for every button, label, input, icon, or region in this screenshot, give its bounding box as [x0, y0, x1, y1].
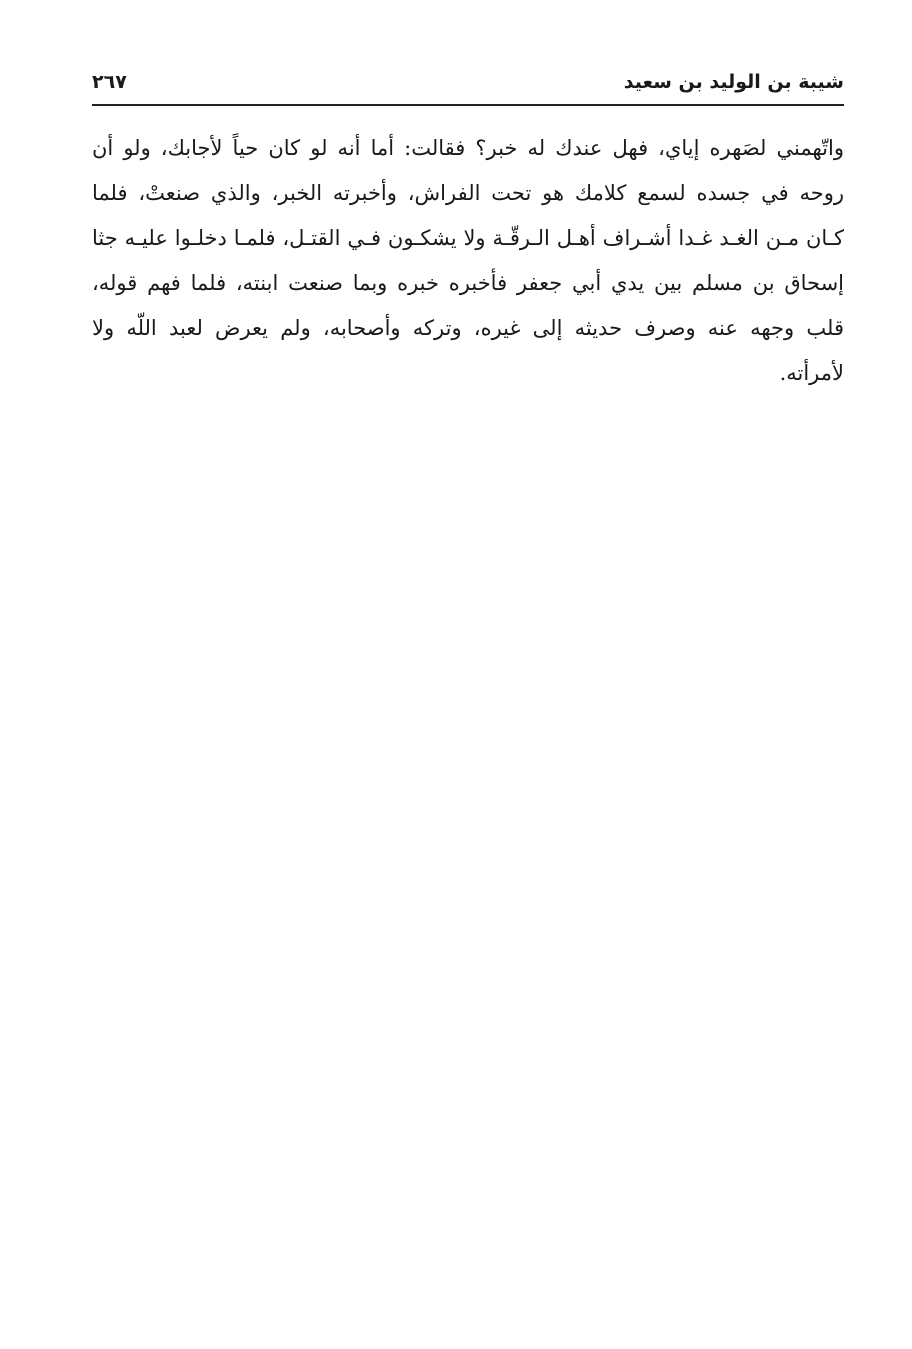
- text-line: كـان مـن الغـد غـدا أشـراف أهـل الـرقّـة ولا يشكـون فـي القتـل، فلمـا دخلـوا عليـه جثا: [92, 226, 844, 250]
- page-header: [92, 66, 844, 100]
- header-rule: [92, 104, 844, 106]
- text-line: لأمرأته.: [779, 361, 844, 385]
- text-line: إسحاق بن مسلم بين يدي أبي جعفر فأخبره خبره وبما صنعت ابنته، فلما فهم قوله،: [92, 271, 844, 295]
- text-line: واتّهمني لصَهره إياي، فهل عندك له خبر؟ فقالت: أما أنه لو كان حياً لأجابك، ولو أن: [92, 136, 844, 160]
- page-number: ٢٦٧: [92, 71, 127, 93]
- text-line: روحه في جسده لسمع كلامك هو تحت الفراش، وأخبرته الخبر، والذي صنعتْ، فلما: [92, 181, 844, 205]
- running-title: شيبة بن الوليد بن سعيد: [623, 71, 844, 93]
- body-text: [92, 126, 844, 396]
- text-line: قلب وجهه عنه وصرف حديثه إلى غيره، وتركه وأصحابه، ولم يعرض لعبد اللّه ولا: [92, 316, 844, 340]
